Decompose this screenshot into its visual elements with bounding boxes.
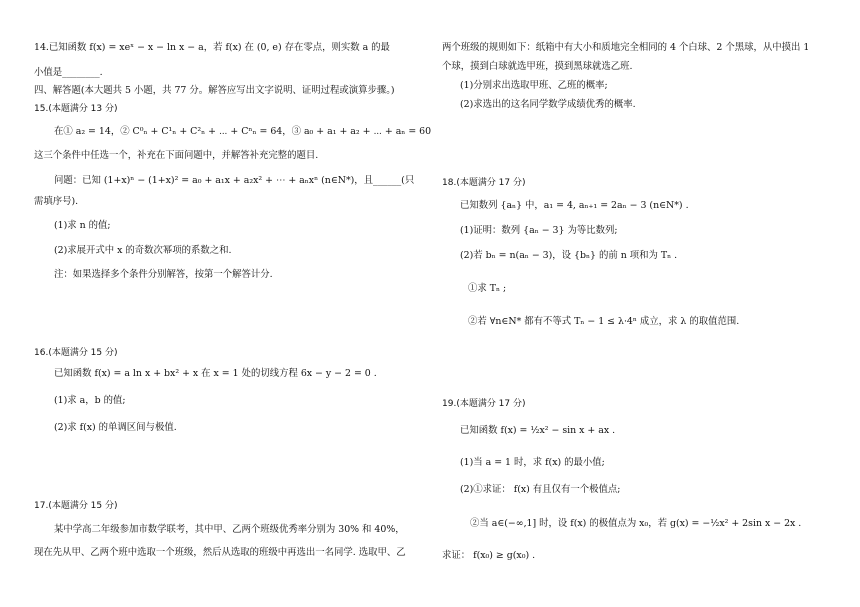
q15-choose: 这三个条件中任选一个，补充在下面问题中，并解答补充完整的题目.	[34, 150, 319, 161]
section-four-heading: 四、解答题(本大题共 5 小题，共 77 分。解答应写出文字说明、证明过程或演算步骤。)	[34, 85, 395, 96]
q17-line1: 某中学高二年级参加市数学联考，其中甲、乙两个班级优秀率分别为 30% 和 40%，	[54, 524, 405, 535]
q18-heading: 18.(本题满分 17 分)	[442, 178, 526, 188]
q16-part1: (1)求 a，b 的值;	[54, 395, 126, 406]
q18-part2: (2)若 bₙ = n(aₙ − 3)，设 {bₙ} 的前 n 项和为 Tₙ .	[460, 250, 678, 261]
q16-part2: (2)求 f(x) 的单调区间与极值.	[54, 422, 177, 433]
q19-part2b: ②当 a∈(−∞,1] 时，设 f(x) 的极值点为 x₀，若 g(x) = −½x² + 2sin x − 2x .	[470, 518, 802, 529]
q15-part1: (1)求 n 的值;	[54, 220, 111, 231]
q15-note: 注：如果选择多个条件分别解答，按第一个解答计分.	[54, 269, 273, 280]
q15-part2: (2)求展开式中 x 的奇数次幂项的系数之和.	[54, 245, 232, 256]
q19-heading: 19.(本题满分 17 分)	[442, 399, 526, 409]
q17-line3: 两个班级的规则如下：纸箱中有大小和质地完全相同的 4 个白球、2 个黑球，从中摸出 1	[442, 42, 810, 53]
q16-heading: 16.(本题满分 15 分)	[34, 348, 118, 358]
q17-part1: (1)分别求出选取甲班、乙班的概率;	[460, 80, 608, 91]
q19-prove: 求证： f(x₀) ≥ g(x₀) .	[442, 550, 536, 561]
q17-heading: 17.(本题满分 15 分)	[34, 501, 118, 511]
q17-part2: (2)求选出的这名同学数学成绩优秀的概率.	[460, 99, 636, 110]
q19-part1: (1)当 a = 1 时，求 f(x) 的最小值;	[460, 457, 605, 468]
q15-heading: 15.(本题满分 13 分)	[34, 104, 118, 114]
q18-part1: (1)证明：数列 {aₙ − 3} 为等比数列;	[460, 225, 618, 236]
q18-part2a: ①求 Tₙ ;	[468, 283, 507, 294]
q14-line2: 小值是________.	[34, 67, 103, 78]
q19-stem: 已知函数 f(x) = ½x² − sin x + ax .	[460, 425, 616, 436]
q18-part2b: ②若 ∀n∈N* 都有不等式 Tₙ − 1 ≤ λ·4ⁿ 成立，求 λ 的取值范围.	[468, 316, 740, 327]
q14-line1: 14.已知函数 f(x) = xeˣ − x − ln x − a，若 f(x) 在 (0, e) 存在零点，则实数 a 的最	[34, 42, 390, 53]
q17-line4: 个球，摸到白球就选甲班，摸到黑球就选乙班.	[442, 61, 633, 72]
q18-stem: 已知数列 {aₙ} 中，a₁ = 4, aₙ₊₁ = 2aₙ − 3 (n∈N*) .	[460, 200, 689, 211]
q19-part2: (2)①求证： f(x) 有且仅有一个极值点;	[460, 484, 621, 495]
q16-stem: 已知函数 f(x) = a ln x + bx² + x 在 x = 1 处的切线方程 6x − y − 2 = 0 .	[54, 368, 377, 379]
q15-options: 在① a₂ = 14，② C⁰ₙ + C¹ₙ + C²ₙ + ⋯ + Cⁿₙ = 64，③ a₀ + a₁ + a₂ + ⋯ + aₙ = 60	[54, 126, 432, 137]
q15-fill: 需填序号).	[34, 196, 79, 207]
q17-line2: 现在先从甲、乙两个班中选取一个班级，然后从选取的班级中再选出一名同学. 选取甲、乙	[34, 547, 406, 558]
q15-problem: 问题：已知 (1+x)ⁿ − (1+x)² = a₀ + a₁x + a₂x² + ⋯ + aₙxⁿ (n∈N*)，且______(只	[54, 175, 415, 186]
